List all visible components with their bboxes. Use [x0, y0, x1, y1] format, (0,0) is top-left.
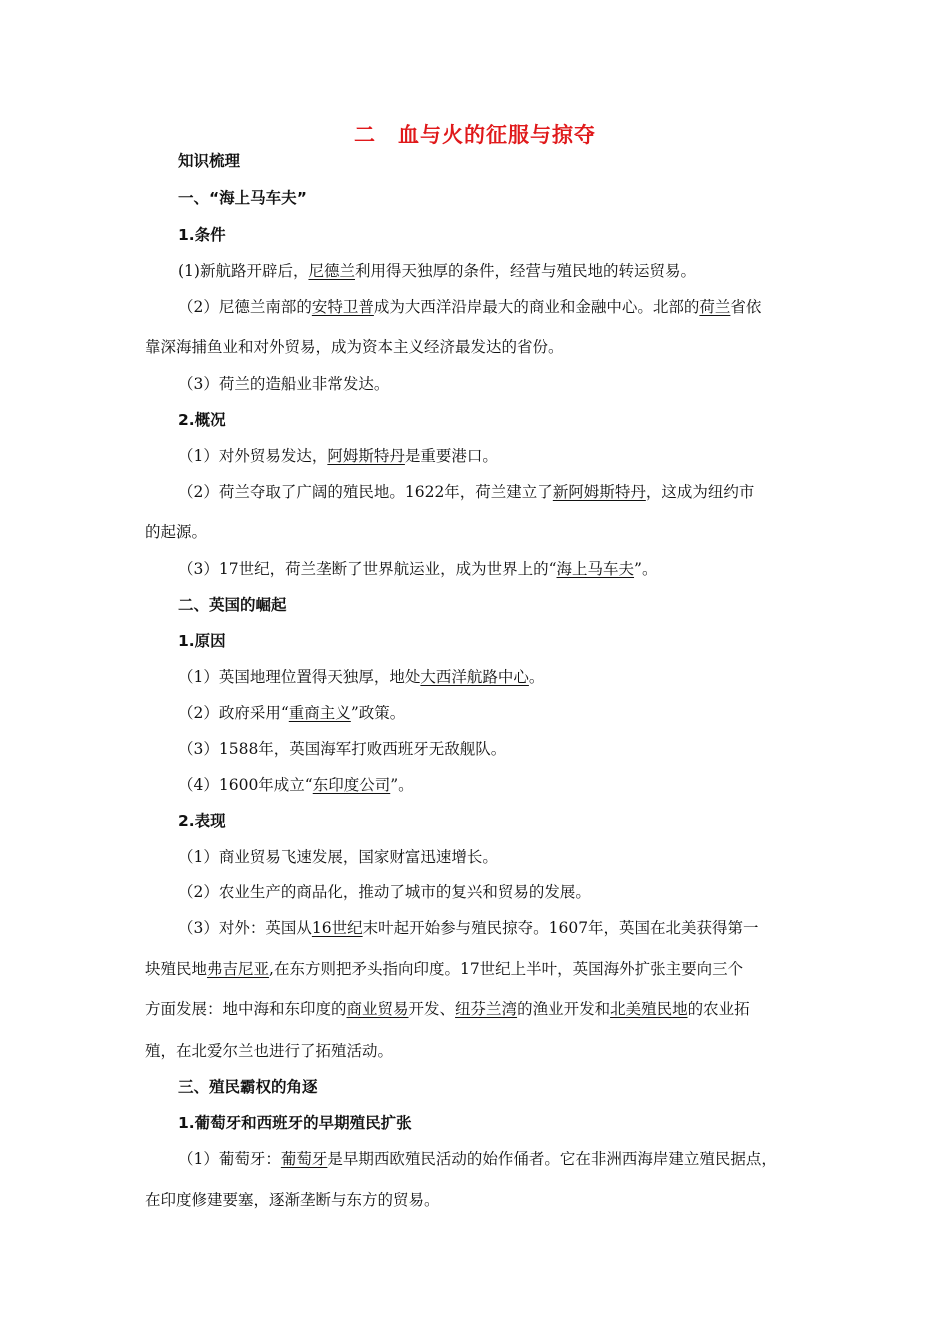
paragraph-portugal	[0, 1148, 950, 1170]
text: 省依	[730, 298, 762, 316]
text: （4）1600年成立“	[178, 776, 313, 794]
text: （3）对外：英国从	[178, 919, 312, 937]
paragraph-overview-2	[0, 481, 950, 503]
text: (1)新航路开辟后，	[178, 262, 309, 280]
text: 方面发展：地中海和东印度的	[145, 1000, 347, 1018]
text: 的渔业开发和	[517, 1000, 611, 1018]
subheading-conditions: 1.条件	[178, 226, 226, 244]
text: 的农业拓	[687, 1000, 750, 1018]
text: （2）尼德兰南部的	[178, 298, 312, 316]
text: （2）荷兰夺取了广阔的殖民地。1622年，荷兰建立了	[178, 483, 553, 501]
text: 利用得天独厚的条件，经营与殖民地的转运贸易。	[354, 262, 696, 280]
underlined-term: 弗吉尼亚	[207, 960, 270, 978]
underlined-term: 荷兰	[699, 298, 731, 316]
paragraph-condition-3: （3）荷兰的造船业非常发达。	[178, 375, 390, 393]
text: （1）葡萄牙：	[178, 1150, 281, 1168]
text: （1）对外贸易发达，	[178, 447, 328, 465]
underlined-term: 商业贸易	[346, 1000, 409, 1018]
text: （1）英国地理位置得天独厚，地处	[178, 668, 421, 686]
heading-colonial-hegemony: 三、殖民霸权的角逐	[178, 1078, 318, 1096]
paragraph-performance-1: （1）商业贸易飞速发展，国家财富迅速增长。	[178, 848, 498, 866]
subheading-performance: 2.表现	[178, 812, 226, 830]
text: （2）政府采用“	[178, 704, 289, 722]
text: （3）17世纪，荷兰垄断了世界航运业，成为世界上的“	[178, 560, 557, 578]
paragraph-performance-3-cont-3: 殖，在北爱尔兰也进行了拓殖活动。	[145, 1042, 394, 1060]
underlined-term: 尼德兰	[308, 262, 355, 280]
underlined-term: 北美殖民地	[610, 1000, 688, 1018]
text: 末叶起开始参与殖民掠夺。1607年，英国在北美获得第一	[362, 919, 759, 937]
paragraph-condition-2	[0, 296, 950, 318]
underlined-term: 阿姆斯特丹	[327, 447, 405, 465]
text: 是早期西欧殖民活动的始作俑者。它在非洲西海岸建立殖民据点，	[327, 1150, 777, 1168]
underlined-term: 海上马车夫	[556, 560, 635, 578]
paragraph-cause-1	[0, 666, 950, 688]
underlined-term: 大西洋航路中心	[420, 668, 529, 686]
text: ”。	[634, 560, 658, 578]
paragraph-condition-2-cont: 靠深海捕鱼业和对外贸易，成为资本主义经济最发达的省份。	[145, 338, 564, 356]
paragraph-overview-1	[0, 445, 950, 467]
text: ，这成为纽约市	[645, 483, 755, 501]
paragraph-condition-1	[0, 260, 950, 282]
underlined-term: 16世纪	[311, 919, 363, 937]
section-label: 知识梳理	[178, 152, 241, 170]
heading-britain-rise: 二、英国的崛起	[178, 596, 287, 614]
text: 开发、	[408, 1000, 456, 1018]
text: 块殖民地	[145, 960, 208, 978]
text: ”。	[390, 776, 414, 794]
subheading-causes: 1.原因	[178, 632, 226, 650]
underlined-term: 葡萄牙	[280, 1150, 328, 1168]
underlined-term: 重商主义	[288, 704, 351, 722]
paragraph-overview-3	[0, 558, 950, 580]
text: ”政策。	[350, 704, 406, 722]
text: 是重要港口。	[404, 447, 498, 465]
paragraph-performance-3-cont-2	[0, 998, 950, 1020]
subheading-early-expansion: 1.葡萄牙和西班牙的早期殖民扩张	[178, 1114, 412, 1132]
underlined-term: 新阿姆斯特丹	[552, 483, 646, 501]
paragraph-performance-3	[0, 917, 950, 939]
text: 成为大西洋沿岸最大的商业和金融中心。北部的	[373, 298, 700, 316]
underlined-term: 安特卫普	[311, 298, 374, 316]
paragraph-performance-3-cont-1	[0, 958, 950, 980]
underlined-term: 东印度公司	[312, 776, 391, 794]
paragraph-cause-4	[0, 774, 950, 796]
paragraph-overview-2-cont: 的起源。	[145, 523, 208, 541]
underlined-term: 纽芬兰湾	[455, 1000, 518, 1018]
page-title: 二 血与火的征服与掠夺	[354, 123, 596, 147]
paragraph-cause-2	[0, 702, 950, 724]
subheading-overview: 2.概况	[178, 411, 226, 429]
paragraph-cause-3: （3）1588年，英国海军打败西班牙无敌舰队。	[178, 740, 507, 758]
heading-sea-coachman: 一、“海上马车夫”	[178, 189, 307, 207]
paragraph-performance-2: （2）农业生产的商品化，推动了城市的复兴和贸易的发展。	[178, 883, 591, 901]
text: 。	[528, 668, 545, 686]
paragraph-portugal-cont: 在印度修建要塞，逐渐垄断与东方的贸易。	[145, 1191, 440, 1209]
text: ,在东方则把矛头指向印度。17世纪上半叶，英国海外扩张主要向三个	[269, 960, 744, 978]
